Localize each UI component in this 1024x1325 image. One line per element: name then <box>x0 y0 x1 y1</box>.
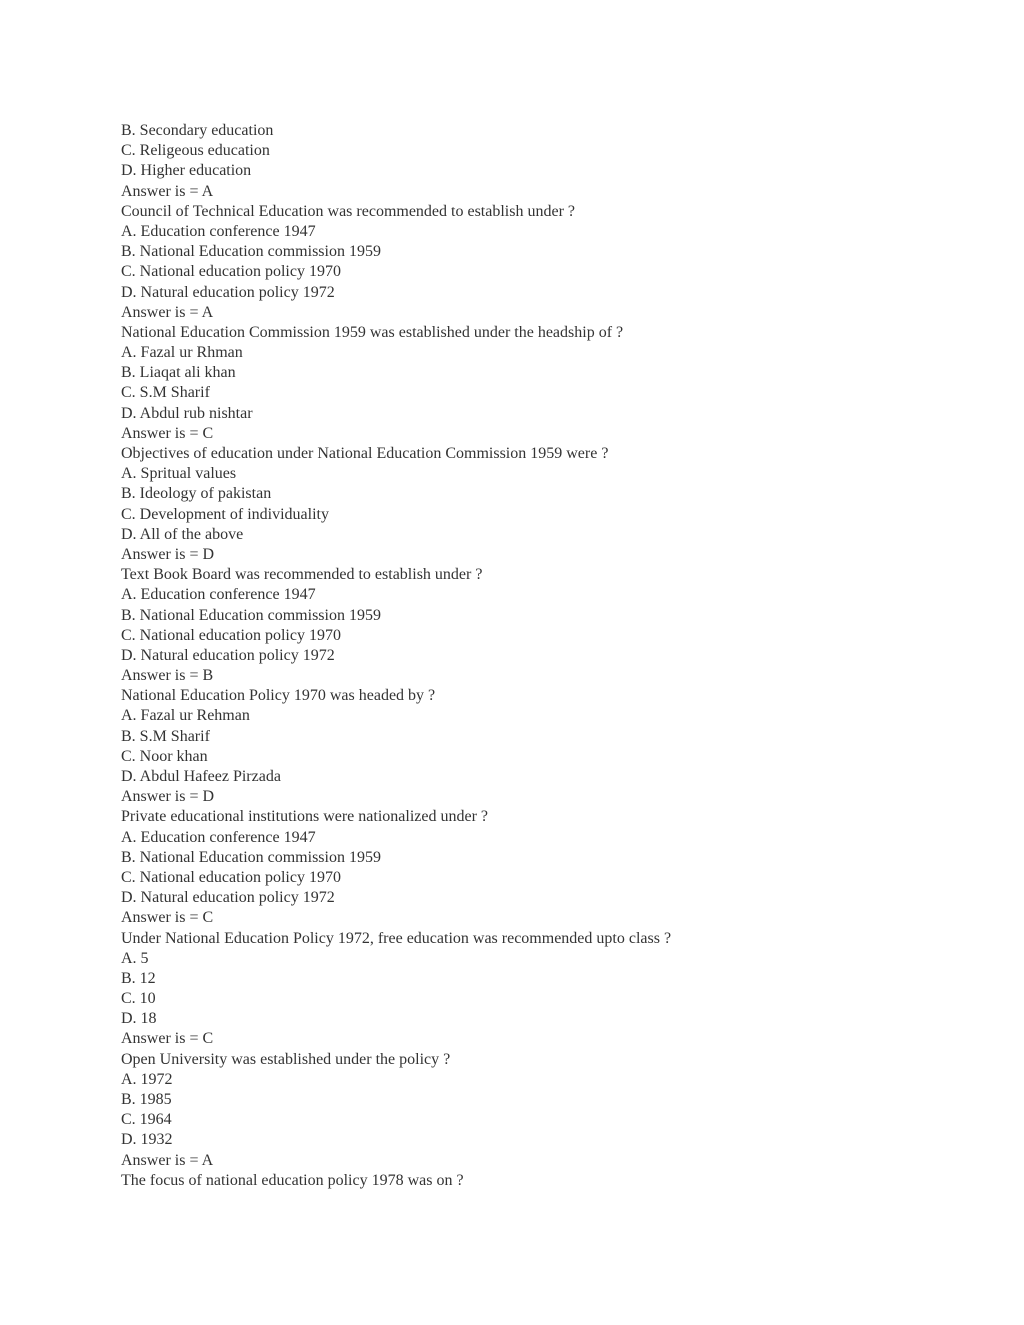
option-line: A. Spritual values <box>121 465 237 483</box>
option-line: A. Fazal ur Rhman <box>121 344 243 362</box>
option-line: C. 10 <box>121 990 156 1008</box>
option-line: B. National Education commission 1959 <box>121 243 381 261</box>
question-line: Text Book Board was recommended to establish under ? <box>121 566 483 584</box>
option-line: D. 1932 <box>121 1131 173 1149</box>
option-line: B. National Education commission 1959 <box>121 848 381 866</box>
answer-line: Answer is = A <box>121 303 214 321</box>
question-line: Under National Education Policy 1972, free education was recommended upto class ? <box>121 929 672 947</box>
option-line: C. National education policy 1970 <box>121 868 341 886</box>
question-line: Private educational institutions were nationalized under ? <box>121 808 488 826</box>
option-line: C. Religeous education <box>121 142 270 160</box>
question-line: National Education Policy 1970 was headed by ? <box>121 687 436 705</box>
option-line: D. Natural education policy 1972 <box>121 646 335 664</box>
option-line: C. S.M Sharif <box>121 384 210 402</box>
question-line: The focus of national education policy 1978 was on ? <box>121 1171 464 1189</box>
option-line: C. National education policy 1970 <box>121 626 341 644</box>
option-line: B. 1985 <box>121 1091 172 1108</box>
question-line: Objectives of education under National Education Commission 1959 were ? <box>121 445 609 462</box>
option-line: D. Higher education <box>121 162 252 180</box>
option-line: D. Abdul rub nishtar <box>121 404 253 422</box>
answer-line: Answer is = D <box>121 788 215 806</box>
option-line: D. Abdul Hafeez Pirzada <box>121 768 281 785</box>
question-line: National Education Commission 1959 was established under the headship of ? <box>121 323 624 341</box>
option-line: A. Education conference 1947 <box>121 828 316 846</box>
option-line: C. Development of individuality <box>121 505 329 523</box>
option-line: B. National Education commission 1959 <box>121 606 381 624</box>
option-line: A. 1972 <box>121 1070 173 1088</box>
option-line: B. Ideology of pakistan <box>121 485 272 503</box>
answer-line: Answer is = A <box>121 182 214 200</box>
answer-line: Answer is = A <box>121 1151 214 1169</box>
option-line: B. Liaqat ali khan <box>121 364 236 382</box>
option-line: A. 5 <box>121 949 149 967</box>
question-line: Council of Technical Education was recommended to establish under ? <box>121 202 575 220</box>
answer-line: Answer is = D <box>121 545 215 563</box>
option-line: A. Education conference 1947 <box>121 222 316 240</box>
option-line: C. National education policy 1970 <box>121 263 341 281</box>
option-line: D. Natural education policy 1972 <box>121 889 335 907</box>
option-line: C. 1964 <box>121 1111 172 1129</box>
option-line: B. Secondary education <box>121 122 274 139</box>
option-line: D. All of the above <box>121 525 244 543</box>
option-line: A. Fazal ur Rehman <box>121 707 250 725</box>
option-line: D. Natural education policy 1972 <box>121 283 335 301</box>
answer-line: Answer is = B <box>121 667 214 685</box>
answer-line: Answer is = C <box>121 909 214 927</box>
option-line: A. Education conference 1947 <box>121 586 316 604</box>
document-page <box>121 121 981 1191</box>
answer-line: Answer is = C <box>121 1030 214 1048</box>
question-line: Open University was established under the policy ? <box>121 1050 451 1068</box>
option-line: D. 18 <box>121 1010 157 1028</box>
option-line: B. S.M Sharif <box>121 727 210 745</box>
option-line: C. Noor khan <box>121 747 208 765</box>
answer-line: Answer is = C <box>121 424 214 442</box>
option-line: B. 12 <box>121 969 156 987</box>
